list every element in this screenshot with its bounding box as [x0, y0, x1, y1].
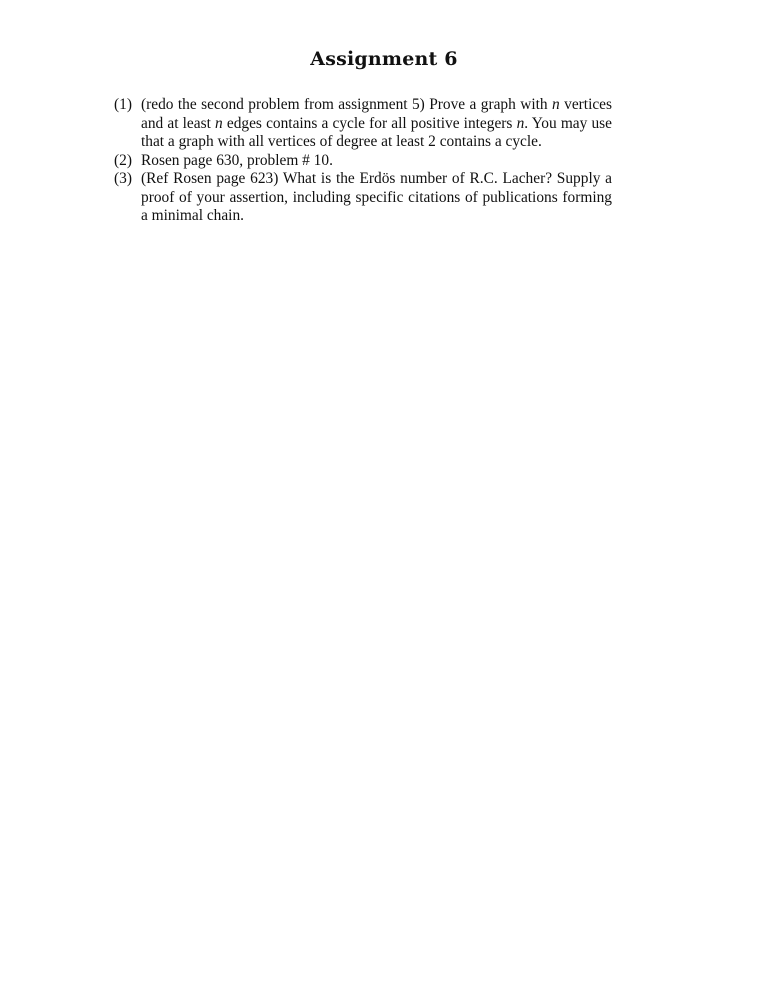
problem-text-part: vertices and at least — [141, 96, 612, 132]
problem-item-2 — [114, 152, 612, 171]
problem-number: (2) — [114, 151, 132, 169]
math-variable: n — [215, 114, 223, 132]
problem-text: Rosen page 630, problem # 10. — [141, 151, 333, 169]
problem-text-part: edges contains a cycle for all positive integers — [222, 114, 517, 132]
problem-text-part: . You may use that a graph with all vertices of degree at least 2 contains a cycle. — [141, 114, 612, 150]
problem-text-part: (redo the second problem from assignment 5) Prove a graph with — [141, 96, 553, 113]
problem-item-1 — [114, 96, 612, 152]
problem-number: (1) — [114, 96, 132, 113]
problem-number: (3) — [114, 170, 132, 187]
problem-text — [141, 96, 612, 152]
page-title: Assignment 6 — [310, 48, 458, 70]
math-variable: n — [516, 114, 525, 132]
problem-item-3 — [114, 170, 612, 226]
math-variable: n — [552, 96, 560, 113]
problem-list — [114, 96, 612, 226]
problem-text: (Ref Rosen page 623) What is the Erdös number of R.C. Lacher? Supply a proof of your assertion, including specific citations of publications forming a minimal chain. — [141, 170, 612, 224]
